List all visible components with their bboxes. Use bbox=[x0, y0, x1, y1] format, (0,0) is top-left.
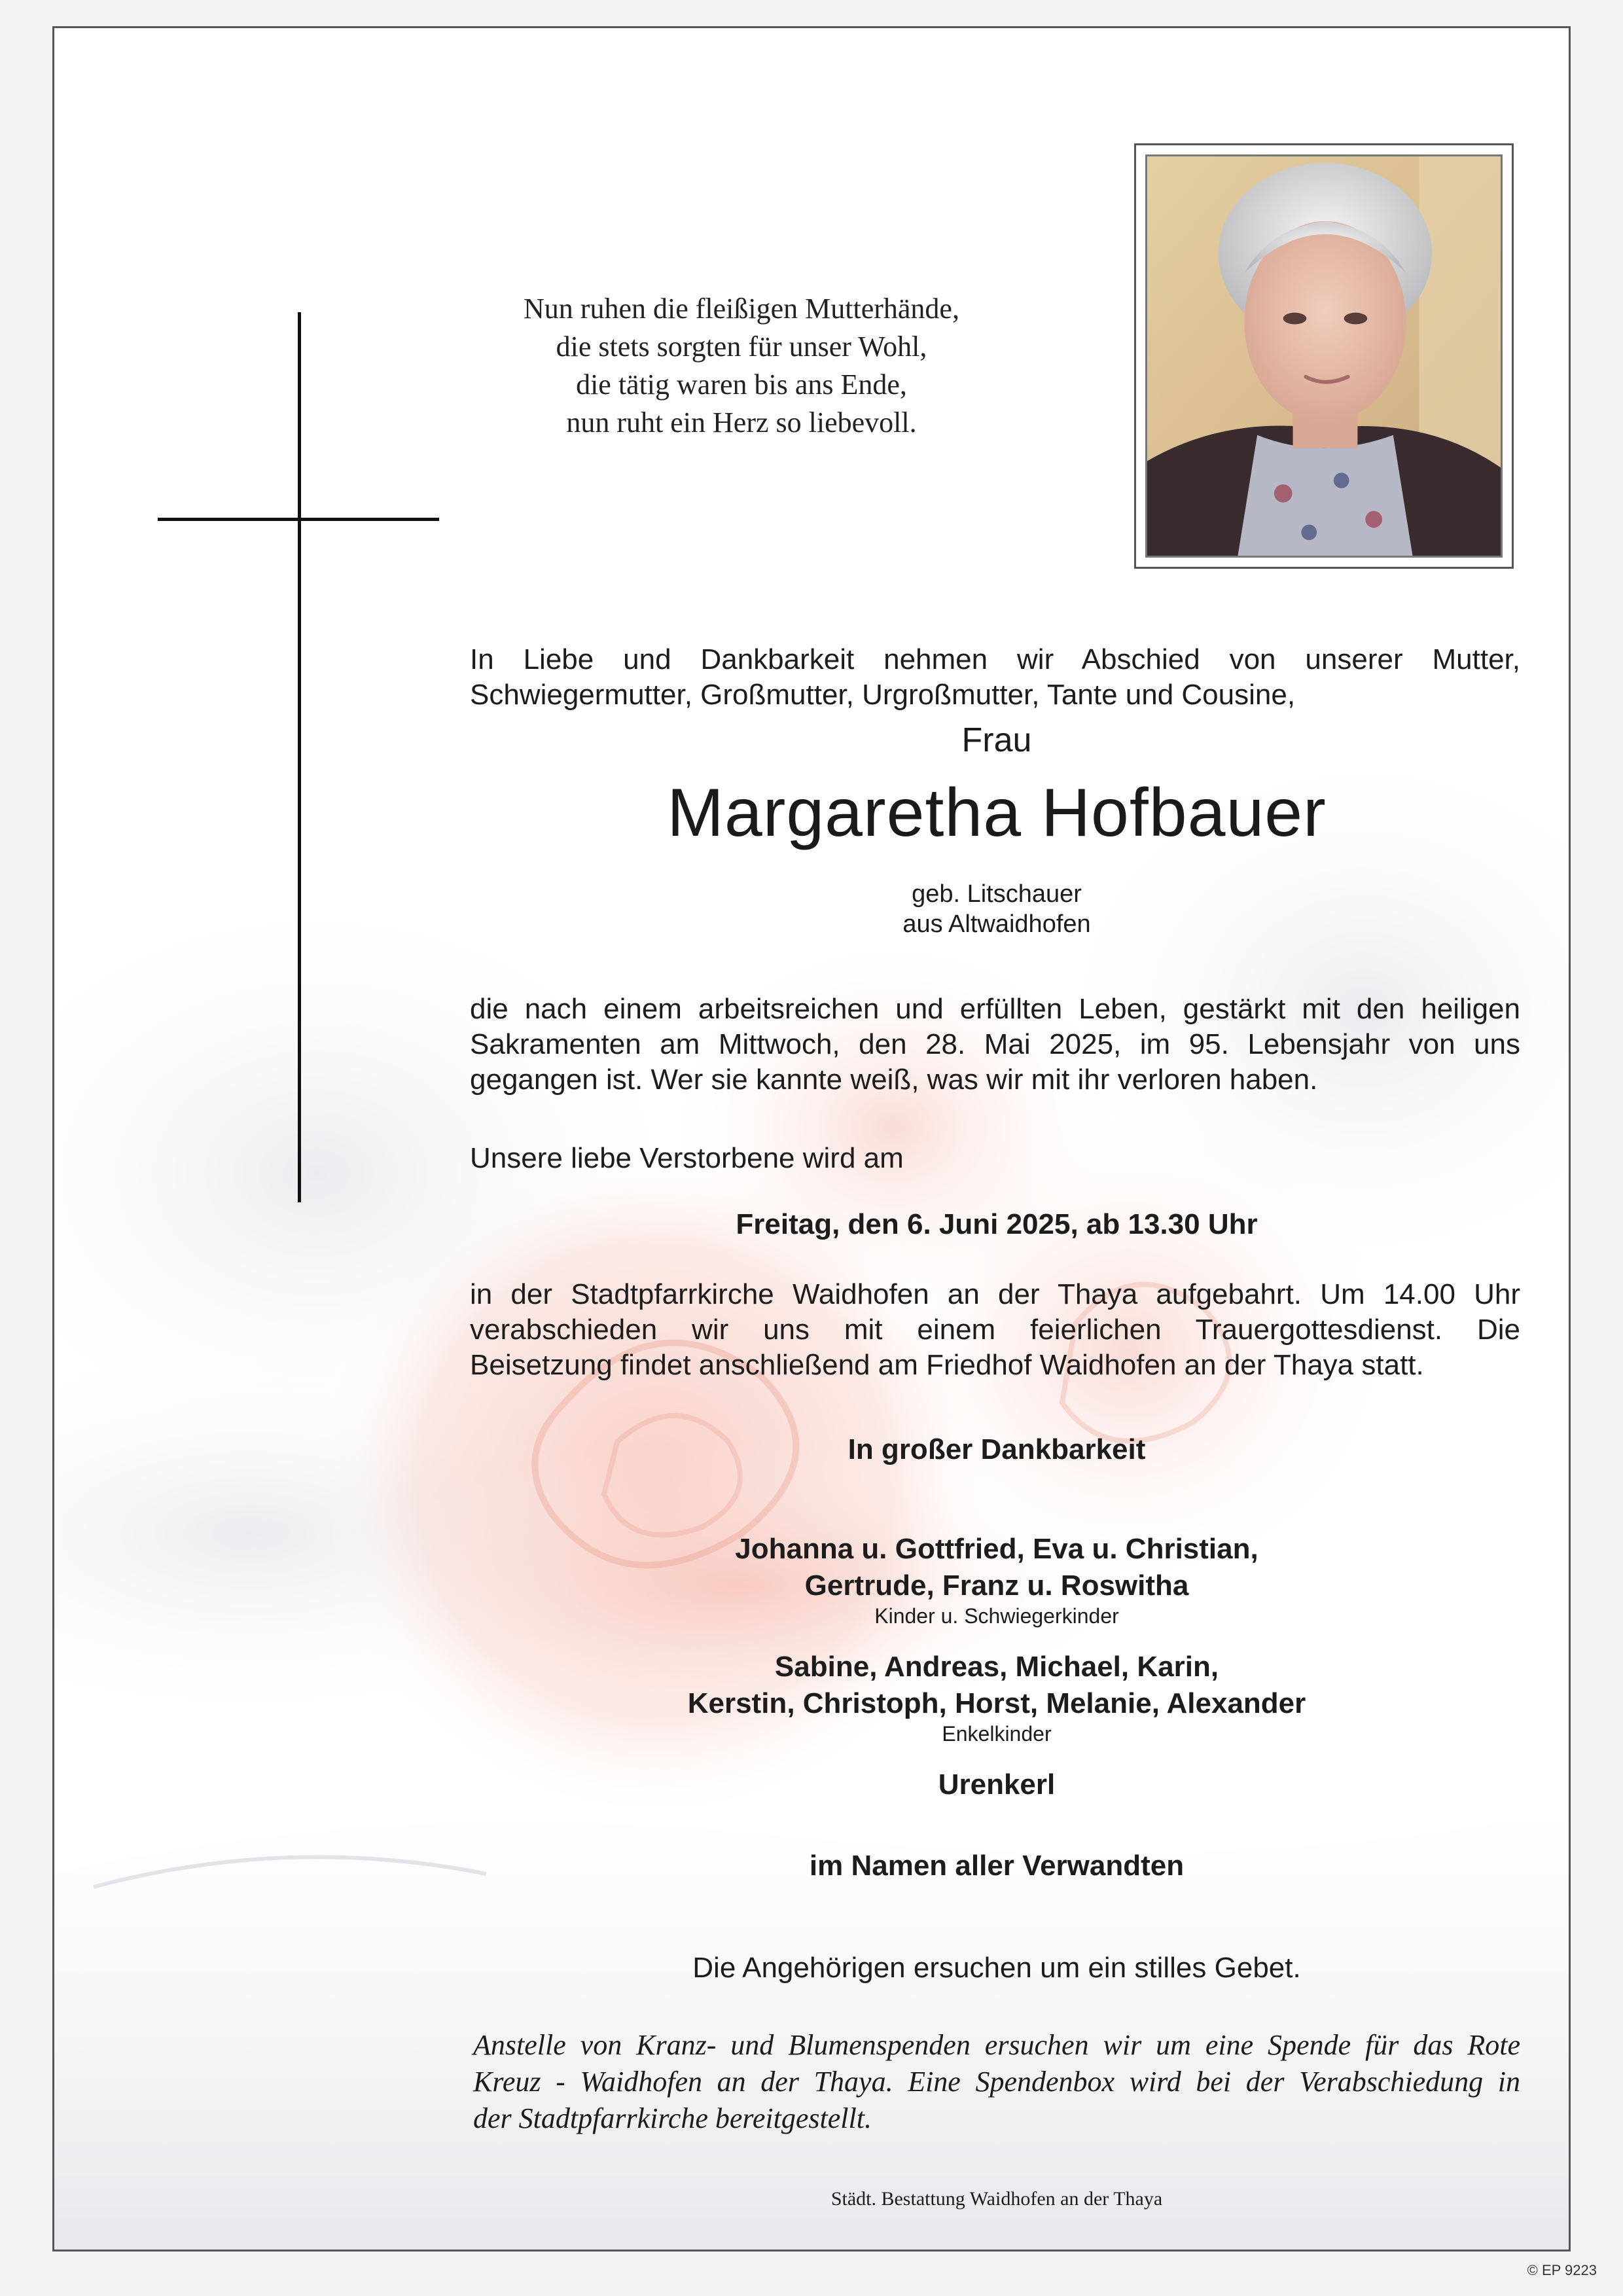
memorial-poem bbox=[473, 290, 1010, 442]
children-names: Johanna u. Gottfried, Eva u. Christian, bbox=[735, 1533, 1258, 1565]
relatives-line: im Namen aller Verwandten bbox=[809, 1850, 1185, 1882]
great-grandchildren: Urenkerl bbox=[938, 1768, 1056, 1801]
poem-line: die stets sorgten für unser Wohl, bbox=[556, 331, 927, 363]
poem-line: nun ruht ein Herz so liebevoll. bbox=[566, 406, 917, 439]
copyright-mark: © EP 9223 bbox=[1527, 2262, 1597, 2278]
passing-line: Sakramenten am Mittwoch, den 28. Mai 2025, im 95. Lebensjahr von uns bbox=[470, 1028, 1520, 1060]
viewing-paragraph bbox=[470, 1277, 1520, 1383]
poem-line: die tätig waren bis ans Ende, bbox=[576, 368, 907, 401]
grandchildren-names: Kerstin, Christoph, Horst, Melanie, Alexander bbox=[687, 1687, 1306, 1719]
intro-line: In Liebe und Dankbarkeit nehmen wir Abschied von unserer Mutter, bbox=[470, 643, 1520, 675]
undertaker-name: Städt. Bestattung Waidhofen an der Thaya bbox=[830, 2188, 1163, 2210]
viewing-line: Beisetzung findet anschließend am Friedhof Waidhofen an der Thaya statt. bbox=[470, 1349, 1424, 1381]
poem-line: Nun ruhen die fleißigen Mutterhände, bbox=[524, 293, 959, 325]
portrait-photo bbox=[1145, 154, 1503, 558]
passing-paragraph bbox=[470, 992, 1520, 1098]
passing-line: die nach einem arbeitsreichen und erfüllten Leben, gestärkt mit den heiligen bbox=[470, 993, 1520, 1025]
origin: aus Altwaidhofen bbox=[902, 910, 1091, 938]
grandchildren-names: Sabine, Andreas, Michael, Karin, bbox=[774, 1651, 1219, 1683]
intro-paragraph bbox=[470, 642, 1520, 713]
cross-vertical-bar bbox=[298, 312, 301, 1202]
children-names: Gertrude, Franz u. Roswitha bbox=[804, 1570, 1189, 1602]
mourners-heading: In großer Dankbarkeit bbox=[847, 1433, 1146, 1465]
viewing-line: verabschieden wir uns mit einem feierlichen Trauergottesdienst. Die bbox=[470, 1314, 1520, 1346]
salutation: Frau bbox=[961, 721, 1032, 759]
portrait-frame bbox=[1134, 143, 1514, 569]
deceased-name: Margaretha Hofbauer bbox=[667, 775, 1327, 851]
donation-line: der Stadtpfarrkirche bereitgestellt. bbox=[473, 2102, 872, 2134]
intro-line: Schwiegermutter, Großmutter, Urgroßmutter, Tante und Cousine, bbox=[470, 679, 1296, 711]
viewing-line: in der Stadtpfarrkirche Waidhofen an der Thaya aufgebahrt. Um 14.00 Uhr bbox=[470, 1278, 1520, 1310]
obituary-card bbox=[52, 26, 1571, 2251]
prayer-request: Die Angehörigen ersuchen um ein stilles Gebet. bbox=[692, 1952, 1301, 1984]
donation-note bbox=[473, 2027, 1520, 2137]
grandchildren-caption: Enkelkinder bbox=[942, 1722, 1052, 1746]
cross-horizontal-bar bbox=[158, 518, 439, 521]
donation-line: Anstelle von Kranz- und Blumenspenden ersuchen wir um eine Spende für das Rote bbox=[473, 2029, 1520, 2061]
viewing-intro: Unsere liebe Verstorbene wird am bbox=[470, 1142, 904, 1174]
maiden-name: geb. Litschauer bbox=[912, 880, 1082, 908]
viewing-date: Freitag, den 6. Juni 2025, ab 13.30 Uhr bbox=[736, 1208, 1258, 1240]
children-caption: Kinder u. Schwiegerkinder bbox=[874, 1604, 1119, 1628]
donation-line: Kreuz - Waidhofen an der Thaya. Eine Spendenbox wird bei der Verabschiedung in bbox=[473, 2066, 1520, 2098]
passing-line: gegangen ist. Wer sie kannte weiß, was wir mit ihr verloren haben. bbox=[470, 1064, 1318, 1096]
